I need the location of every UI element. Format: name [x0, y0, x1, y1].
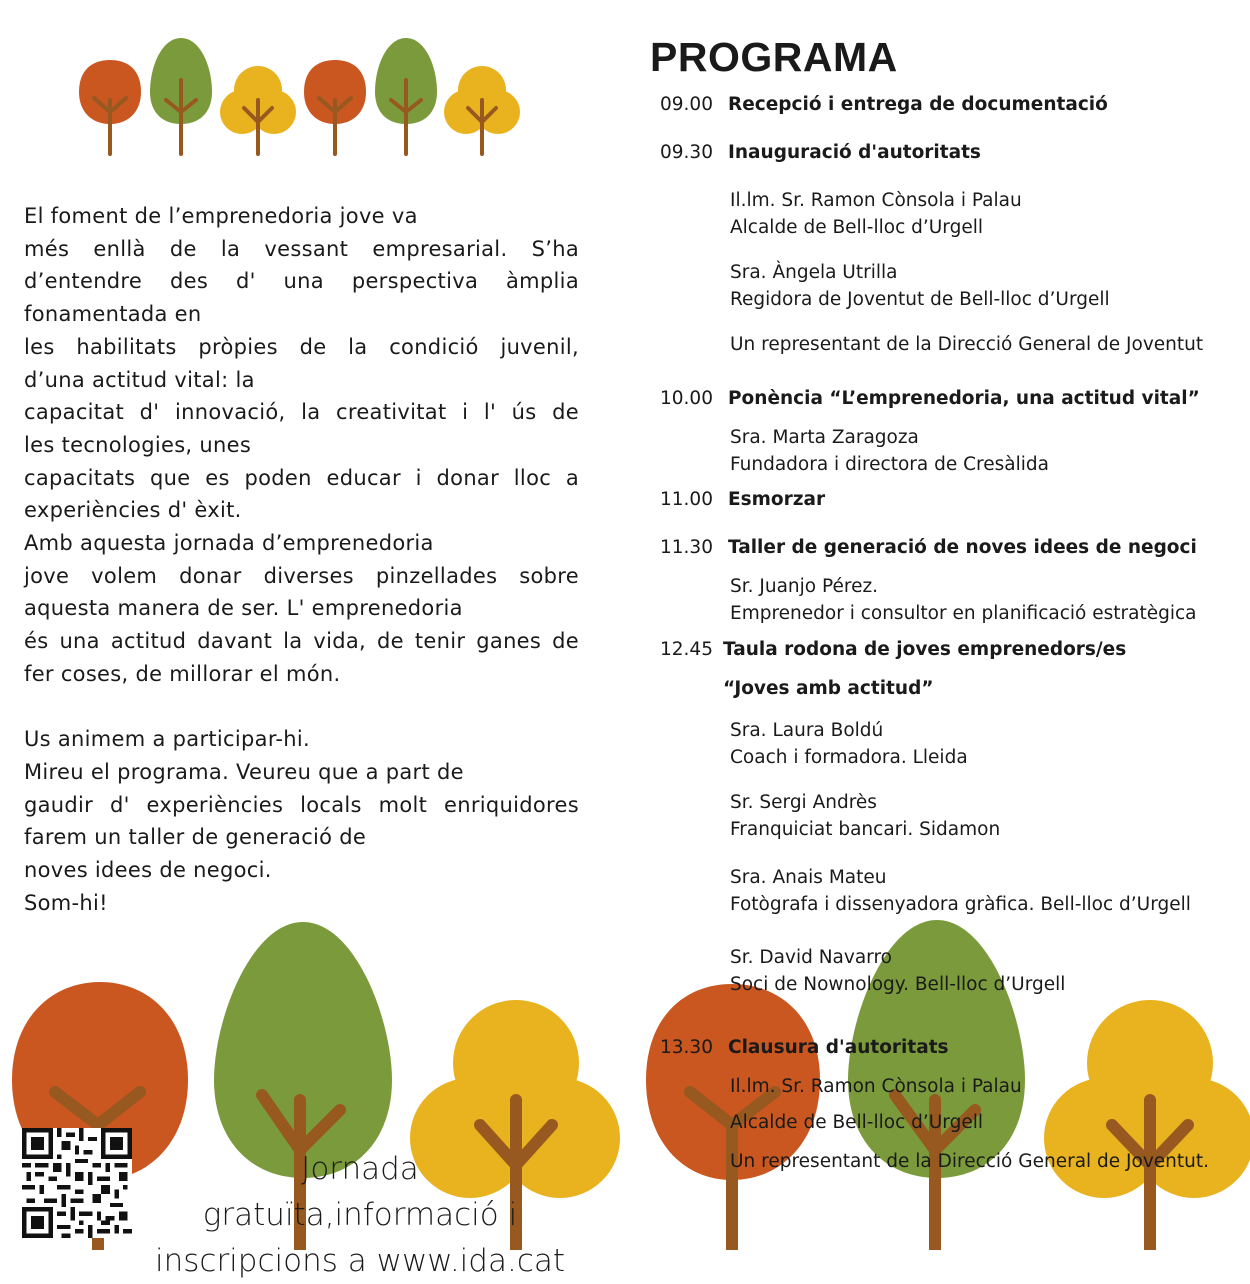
program-time: 12.45	[660, 639, 713, 660]
intro-line: d’entendre des d' una perspectiva àmplia	[24, 269, 579, 294]
program-time: 11.30	[660, 537, 713, 558]
intro-line: és una actitud davant la vida, de tenir ganes de	[24, 629, 579, 654]
tree-icon	[79, 60, 141, 154]
program-detail: Franquiciat bancari. Sidamon	[730, 819, 1001, 840]
program-detail: Il.lm. Sr. Ramon Cònsola i Palau	[730, 190, 1022, 211]
program-detail: Regidora de Joventut de Bell-lloc d’Urgell	[730, 289, 1110, 310]
program-title: Ponència “L’emprenedoria, una actitud vital”	[728, 388, 1200, 409]
tree-icon	[150, 38, 212, 154]
program-title: Clausura d'autoritats	[728, 1037, 949, 1058]
program-detail: Sr. Juanjo Pérez.	[730, 576, 879, 597]
intro-line: Us animem a participar-hi.	[24, 727, 311, 752]
program-detail: Fundadora i directora de Cresàlida	[730, 454, 1049, 475]
program-title: Recepció i entrega de documentació	[728, 94, 1108, 115]
program-detail: Un representant de la Direcció General de Joventut.	[730, 1151, 1209, 1172]
program-detail: Alcalde de Bell-lloc d’Urgell	[730, 1112, 983, 1133]
tree-icon	[220, 66, 296, 154]
program-time: 09.00	[660, 94, 713, 115]
intro-line: Mireu el programa. Veureu que a part de	[24, 759, 464, 784]
program-detail: Alcalde de Bell-lloc d’Urgell	[730, 217, 983, 238]
footer-link[interactable]: inscripcions a www.ida.cat	[154, 1243, 566, 1279]
intro-line: les tecnologies, unes	[24, 432, 252, 457]
program-detail: Il.lm. Sr. Ramon Cònsola i Palau	[730, 1076, 1022, 1097]
intro-line: El foment de l’emprenedoria jove va	[24, 204, 418, 228]
intro-line: farem un taller de generació de	[24, 825, 367, 850]
tree-icon	[1044, 1000, 1250, 1250]
program-subtitle: “Joves amb actitud”	[723, 678, 934, 699]
tree-icon	[444, 66, 520, 154]
program-detail: Sra. Laura Boldú	[730, 720, 884, 741]
tree-icon	[304, 60, 366, 154]
program-detail: Sra. Anais Mateu	[730, 867, 887, 888]
program-detail: Fotògrafa i dissenyadora gràfica. Bell-lloc d’Urgell	[730, 894, 1191, 915]
program-detail: Sr. David Navarro	[730, 947, 892, 968]
intro-line: experiències d' èxit.	[24, 498, 242, 523]
intro-line: gaudir d' experiències locals molt enriquidores	[24, 792, 579, 817]
footer-line: Jornada gratuïta,informació i	[202, 1151, 518, 1233]
intro-spacer	[24, 691, 579, 724]
program-title: Taula rodona de joves emprenedors/es	[723, 639, 1127, 660]
intro-line: fer coses, de millorar el món.	[24, 661, 341, 686]
intro-line: Amb aquesta jornada d’emprenedoria	[24, 531, 434, 556]
program-time: 10.00	[660, 388, 713, 409]
tree-icon	[375, 38, 437, 154]
program-detail: Emprenedor i consultor en planificació estratègica	[730, 603, 1197, 624]
intro-line: més enllà de la vessant empresarial. S’ha	[24, 236, 579, 261]
intro-line: noves idees de negoci.	[24, 858, 272, 883]
intro-line: les habilitats pròpies de la condició juvenil,	[24, 334, 579, 359]
intro-text	[24, 200, 579, 919]
program-detail: Sra. Marta Zaragoza	[730, 427, 919, 448]
intro-line: Som-hi!	[24, 890, 108, 915]
intro-line: aquesta manera de ser. L' emprenedoria	[24, 596, 463, 621]
program-title: Esmorzar	[728, 489, 826, 510]
program-title: Inauguració d'autoritats	[728, 142, 981, 163]
qr-code-icon[interactable]	[22, 1128, 132, 1238]
program-time: 13.30	[660, 1037, 713, 1058]
program-detail: Sr. Sergi Andrès	[730, 792, 877, 813]
intro-line: fonamentada en	[24, 302, 202, 327]
intro-line: capacitat d' innovació, la creativitat i l' ús de	[24, 400, 579, 425]
program-detail: Un representant de la Direcció General de Joventut	[730, 334, 1204, 355]
program-detail: Soci de Nownology. Bell-lloc d’Urgell	[730, 974, 1066, 995]
intro-line: d’una actitud vital: la	[24, 367, 255, 392]
program-detail: Coach i formadora. Lleida	[730, 747, 968, 768]
footer-info	[150, 1146, 570, 1284]
program-detail: Sra. Àngela Utrilla	[730, 262, 898, 283]
program-title: Taller de generació de noves idees de negoci	[728, 537, 1197, 558]
programa-title: PROGRAMA	[650, 34, 898, 80]
intro-line: jove volem donar diverses pinzellades sobre	[24, 563, 579, 588]
program-time: 11.00	[660, 489, 713, 510]
intro-line: capacitats que es poden educar i donar lloc a	[24, 465, 579, 490]
program-time: 09.30	[660, 142, 713, 163]
